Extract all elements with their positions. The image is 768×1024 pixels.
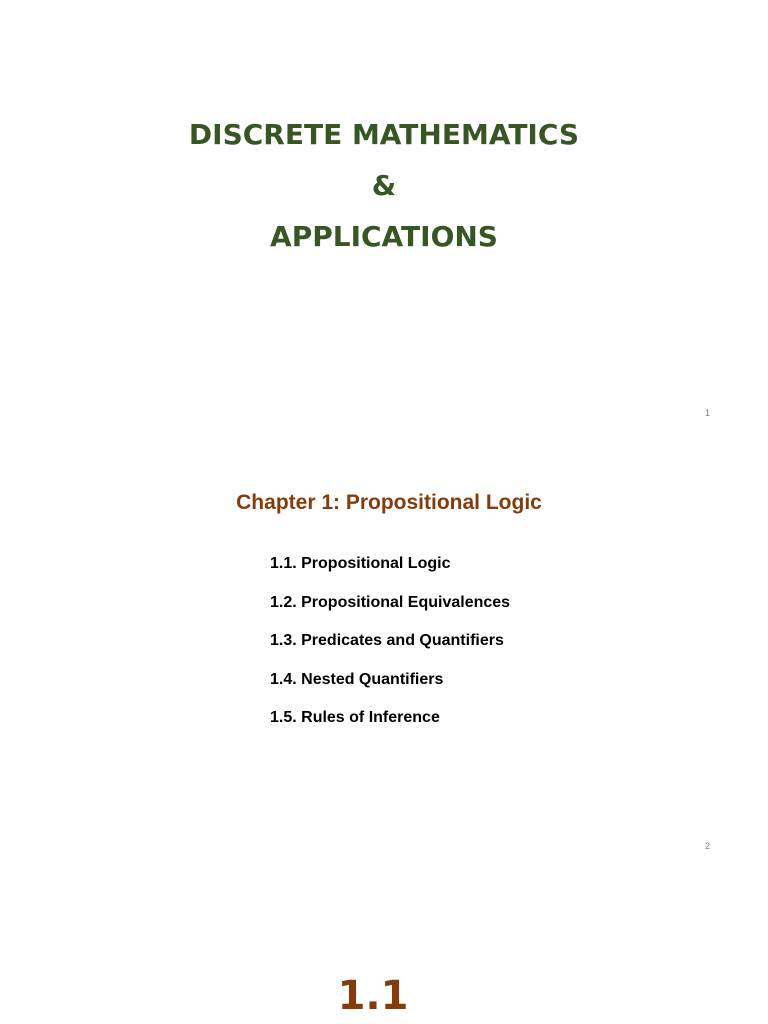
page-number: 1 (704, 408, 710, 418)
chapter-title: Chapter 1: Propositional Logic (236, 491, 542, 514)
title-line-2: & (371, 169, 397, 202)
toc-item: 1.1. Propositional Logic (270, 555, 451, 572)
table-of-contents (270, 554, 510, 747)
toc-item: 1.4. Nested Quantifiers (270, 670, 444, 688)
toc-item: 1.3. Predicates and Quantifiers (270, 632, 504, 649)
slide-1 (0, 0, 768, 430)
slide-3 (0, 863, 768, 1024)
toc-item: 1.2. Propositional Equivalences (270, 593, 511, 611)
title-line-1: DISCRETE MATHEMATICS (188, 118, 580, 151)
section-number: 1.1 (337, 973, 409, 1019)
page-number: 2 (704, 841, 710, 851)
slide-2 (0, 430, 768, 863)
title-line-3: APPLICATIONS (270, 220, 498, 253)
toc-item: 1.5. Rules of Inference (270, 709, 440, 726)
